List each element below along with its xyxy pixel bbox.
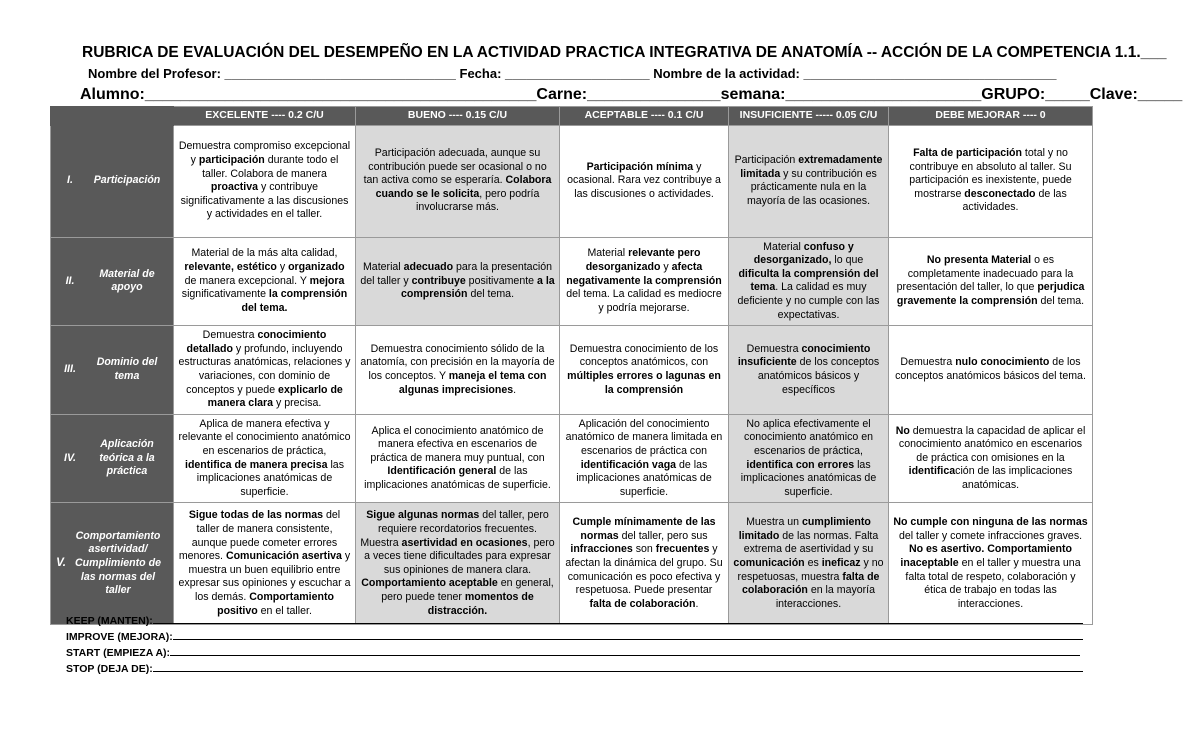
criterion-number: III. [64,363,76,376]
rubric-descriptor-cell: Participación adecuada, aunque su contribución puede ser ocasional o no tan activa como se esperaría. Colabora cuando se le solicita, pero podría involucrarse más. [356,125,560,237]
rubric-descriptor-cell: Aplica el conocimiento anatómico de manera efectiva en escenarios de práctica de manera muy puntual, con Identificación general de las implicaciones anatómicas de superficie. [356,414,560,503]
reflection-blank[interactable] [153,614,1083,624]
reflection-line [66,614,1083,627]
rubric-descriptor-cell: Demuestra conocimiento detallado y profundo, incluyendo estructuras anatómicas, relaciones y variaciones, con dominio de conceptos y puede explicarlo de manera clara y precisa. [174,326,356,415]
corner-cell [51,107,174,126]
rubric-descriptor-cell: No aplica efectivamente el conocimiento anatómico en escenarios de práctica, identifica con errores las implicaciones anatómicas de superficie. [729,414,889,503]
rubric-descriptor-cell: Material adecuado para la presentación del taller y contribuye positivamente a la comprensión del tema. [356,237,560,326]
rubric-descriptor-cell: Aplicación del conocimiento anatómico de manera limitada en escenarios de práctica con identificación vaga de las implicaciones anatómicas de superficie. [560,414,729,503]
rubric-descriptor-cell: Participación extremadamente limitada y su contribución es prácticamente nula en la mayoría de las ocasiones. [729,125,889,237]
reflection-line [66,662,1083,675]
criterion-name: Material de apoyo [99,267,155,294]
criterion-number: IV. [64,451,76,464]
rubric-descriptor-cell: No presenta Material o es completamente inadecuado para la presentación del taller, lo que perjudica gravemente la comprensión del tema. [889,237,1093,326]
criterion-cell [51,237,174,326]
reflection-label: STOP (DEJA DE): [66,663,153,675]
criterion-cell [51,125,174,237]
rubric-descriptor-cell: Sigue algunas normas del taller, pero requiere recordatorios frecuentes. Muestra asertividad en ocasiones, pero a veces tiene dificultades para expresar sus opiniones de manera clara. Comportamiento aceptable en general, pero puede tener momentos de distracción. [356,503,560,625]
column-header-insuficiente: INSUFICIENTE ----- 0.05 C/U [729,107,889,126]
rubric-descriptor-cell: Muestra un cumplimiento limitado de las normas. Falta extrema de asertividad y su comunicación es ineficaz y no respetuosas, muestra falta de colaboración en la mayoría interacciones. [729,503,889,625]
criterion-number: I. [67,174,73,187]
column-header-excelente: EXCELENTE ---- 0.2 C/U [174,107,356,126]
student-info-line: Alumno:____________________________________________Carne:_______________semana:______________________GRUPO:_____Clave:_____ [80,86,1183,103]
criterion-name: Participación [93,174,161,187]
criterion-cell [51,326,174,415]
reflection-blank[interactable] [173,630,1083,640]
rubric-descriptor-cell: Aplica de manera efectiva y relevante el conocimiento anatómico en escenarios de práctica, identifica de manera precisa las implicaciones anatómicas de superficie. [174,414,356,503]
rubric-descriptor-cell: Demuestra nulo conocimiento de los conceptos anatómicos básicos del tema. [889,326,1093,415]
criterion-name: Dominio del tema [96,356,158,382]
reflection-blank[interactable] [170,646,1080,656]
rubric-descriptor-cell: Participación mínima y ocasional. Rara vez contribuye a las discusiones o actividades. [560,125,729,237]
rubric-descriptor-cell: Sigue todas de las normas del taller de manera consistente, aunque puede cometer errores menores. Comunicación asertiva y muestra un buen equilibrio entre expresar sus opiniones y escuchar a los demás. Comportamiento positivo en el taller. [174,503,356,625]
rubric-row [51,237,1093,326]
rubric-descriptor-cell: Demuestra conocimiento sólido de la anatomía, con precisión en la mayoría de los conceptos. Y maneja el tema con algunas imprecisiones. [356,326,560,415]
rubric-row [51,125,1093,237]
rubric-descriptor-cell: Material relevante pero desorganizado y afecta negativamente la comprensión del tema. La calidad es mediocre y podría mejorarse. [560,237,729,326]
professor-date-activity-line: Nombre del Profesor: ________________________________ Fecha: ____________________ Nombre de la actividad: ___________________________________ [88,66,1057,81]
reflection-label: KEEP (MANTEN): [66,615,153,627]
rubric-row [51,414,1093,503]
rubric-descriptor-cell: No cumple con ninguna de las normas del taller y comete infracciones graves. No es asertivo. Comportamiento inaceptable en el taller y muestra una falta total de respeto, colaboración y ética de trabajo en todas las interacciones. [889,503,1093,625]
column-header-aceptable: ACEPTABLE ---- 0.1 C/U [560,107,729,126]
rubric-descriptor-cell: Demuestra compromiso excepcional y participación durante todo el taller. Colabora de manera proactiva y contribuye significativamente a las discusiones y actividades en el taller. [174,125,356,237]
column-header-debe-mejorar: DEBE MEJORAR ---- 0 [889,107,1093,126]
rubric-row [51,503,1093,625]
criterion-cell [51,414,174,503]
rubric-header-row [51,107,1093,126]
column-header-bueno: BUENO ---- 0.15 C/U [356,107,560,126]
rubric-row [51,326,1093,415]
rubric-descriptor-cell: Material confuso y desorganizado, lo que dificulta la comprensión del tema. La calidad es muy deficiente y no cumple con las expectativas. [729,237,889,326]
rubric-descriptor-cell: No demuestra la capacidad de aplicar el conocimiento anatómico en escenarios de práctica con omisiones en la identificación de las implicaciones anatómicas. [889,414,1093,503]
reflection-line [66,646,1080,659]
reflection-label: START (EMPIEZA A): [66,647,171,659]
criterion-number: II. [65,274,75,287]
rubric-descriptor-cell: Falta de participación total y no contribuye en absoluto al taller. Su participación es inexistente, puede mostrarse desconectado de las actividades. [889,125,1093,237]
rubric-descriptor-cell: Cumple mínimamente de las normas del taller, pero sus infracciones son frecuentes y afectan la dinámica del grupo. Su comunicación es poco efectiva y respetuosa. Puede presentar falta de colaboración. [560,503,729,625]
criterion-cell [51,503,174,625]
rubric-table [50,106,1093,625]
rubric-descriptor-cell: Demuestra conocimiento insuficiente de los conceptos anatómicos básicos y específicos [729,326,889,415]
rubric-descriptor-cell: Demuestra conocimiento de los conceptos anatómicos, con múltiples errores o lagunas en la comprensión [560,326,729,415]
reflection-line [66,630,1083,643]
criterion-name: Comportamiento asertividad/ Cumplimiento de las normas del taller [75,529,161,597]
criterion-name: Aplicación teórica a la práctica [99,438,155,478]
rubric-title: RUBRICA DE EVALUACIÓN DEL DESEMPEÑO EN LA ACTIVIDAD PRACTICA INTEGRATIVA DE ANATOMÍA -- ACCIÓN DE LA COMPETENCIA 1.1.___ [82,44,1167,61]
reflection-label: IMPROVE (MEJORA): [66,631,173,643]
criterion-number: V. [56,556,66,569]
reflection-blank[interactable] [153,662,1083,672]
rubric-descriptor-cell: Material de la más alta calidad, relevante, estético y organizado de manera excepcional. Y mejora significativamente la comprensión del tema. [174,237,356,326]
